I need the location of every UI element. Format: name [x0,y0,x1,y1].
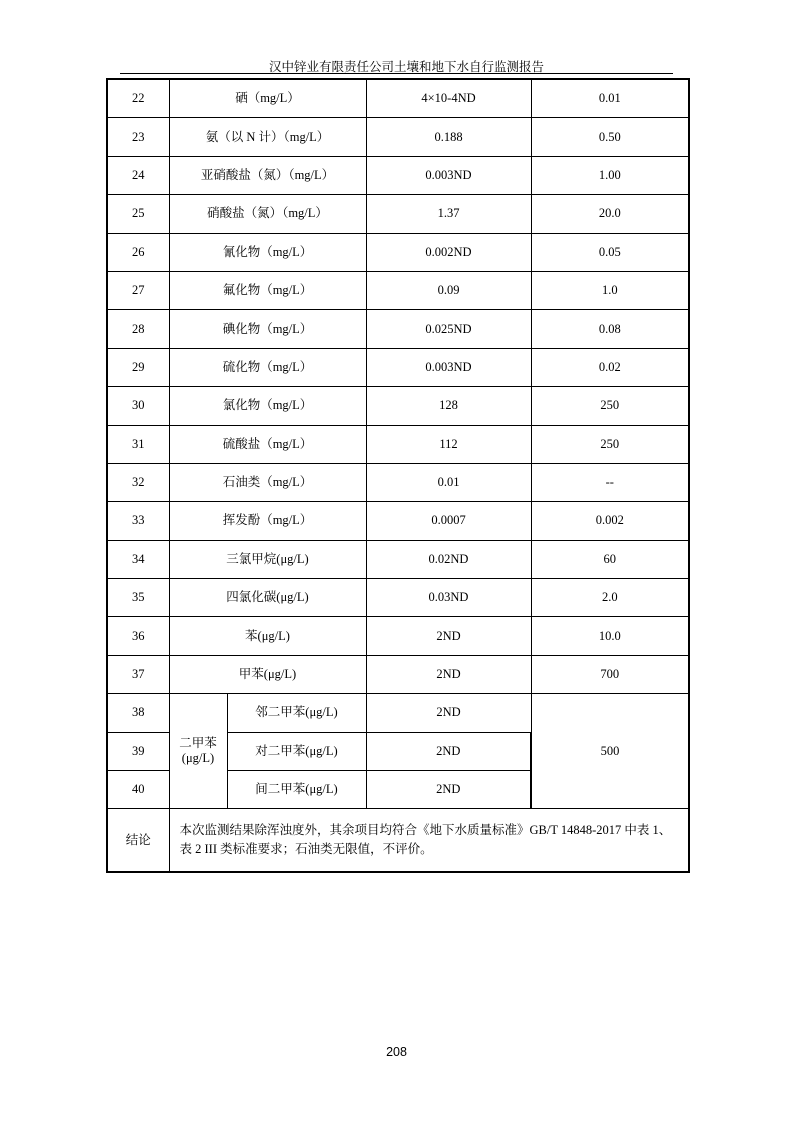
standard-limit: 1.00 [531,156,689,194]
measured-value: 2ND [366,617,531,655]
measured-value: 0.002ND [366,233,531,271]
row-number: 30 [107,387,169,425]
table-row [107,655,689,693]
parameter-name: 碘化物（mg/L） [169,310,366,348]
table-row [107,617,689,655]
parameter-name: 邻二甲苯(μg/L) [227,694,366,732]
parameter-name: 三氯甲烷(μg/L) [169,540,366,578]
measured-value: 0.01 [366,463,531,501]
xylene-group-name: 二甲苯 [179,736,217,751]
conclusion-row [107,809,689,873]
xylene-group-unit: (μg/L) [181,751,215,766]
parameter-name: 苯(μg/L) [169,617,366,655]
parameter-name: 氰化物（mg/L） [169,233,366,271]
parameter-name: 硫酸盐（mg/L） [169,425,366,463]
standard-limit: 0.01 [531,79,689,118]
xylene-group-label [169,694,227,809]
standard-limit: 250 [531,425,689,463]
row-number: 28 [107,310,169,348]
standard-limit: 20.0 [531,195,689,233]
parameter-name: 氯化物（mg/L） [169,387,366,425]
table-row [107,271,689,309]
monitoring-results-table [106,78,690,873]
row-number: 26 [107,233,169,271]
standard-limit: 250 [531,387,689,425]
standard-limit: 0.05 [531,233,689,271]
standard-limit: 2.0 [531,579,689,617]
standard-limit: 10.0 [531,617,689,655]
measured-value: 0.188 [366,118,531,156]
page-number: 208 [386,1045,407,1059]
parameter-name: 挥发酚（mg/L） [169,502,366,540]
parameter-name: 四氯化碳(μg/L) [169,579,366,617]
measured-value: 0.003ND [366,348,531,386]
parameter-name: 硝酸盐（氮）（mg/L） [169,195,366,233]
measured-value: 128 [366,387,531,425]
standard-limit: -- [531,463,689,501]
parameter-name: 硫化物（mg/L） [169,348,366,386]
table-row-xylene [107,694,689,732]
parameter-name: 氨（以 N 计）（mg/L） [169,118,366,156]
standard-limit: 1.0 [531,271,689,309]
table-row [107,540,689,578]
row-number: 39 [107,732,169,770]
conclusion-text: 本次监测结果除浑浊度外，其余项目均符合《地下水质量标准》GB/T 14848-2017 中表 1、表 2 III 类标准要求；石油类无限值，不评价。 [169,809,689,873]
measured-value: 0.02ND [366,540,531,578]
standard-limit: 0.002 [531,502,689,540]
standard-limit: 700 [531,655,689,693]
measured-value: 2ND [366,694,531,732]
table-row [107,387,689,425]
measured-value: 2ND [366,732,531,770]
parameter-name: 甲苯(μg/L) [169,655,366,693]
measured-value: 0.0007 [366,502,531,540]
standard-limit: 0.50 [531,118,689,156]
table-row [107,233,689,271]
table-row [107,79,689,118]
row-number: 23 [107,118,169,156]
row-number: 36 [107,617,169,655]
row-number: 25 [107,195,169,233]
table-row [107,348,689,386]
measured-value: 0.025ND [366,310,531,348]
measured-value: 0.03ND [366,579,531,617]
parameter-name: 石油类（mg/L） [169,463,366,501]
measured-value: 112 [366,425,531,463]
standard-limit: 60 [531,540,689,578]
table-row [107,502,689,540]
row-number: 24 [107,156,169,194]
row-number: 35 [107,579,169,617]
parameter-name: 亚硝酸盐（氮）（mg/L） [169,156,366,194]
measured-value: 0.003ND [366,156,531,194]
report-header-title: 汉中锌业有限责任公司土壤和地下水自行监测报告 [268,60,544,74]
row-number: 22 [107,79,169,118]
row-number: 29 [107,348,169,386]
measured-value: 2ND [366,655,531,693]
parameter-name: 间二甲苯(μg/L) [227,771,366,809]
table-row [107,118,689,156]
table-row [107,425,689,463]
parameter-name: 氟化物（mg/L） [169,271,366,309]
table-row [107,579,689,617]
row-number: 34 [107,540,169,578]
row-number: 31 [107,425,169,463]
standard-limit: 0.02 [531,348,689,386]
row-number: 33 [107,502,169,540]
table-row [107,195,689,233]
header-divider [120,73,673,74]
parameter-name: 对二甲苯(μg/L) [227,732,366,770]
measured-value: 4×10-4ND [366,79,531,118]
table-row [107,463,689,501]
table-row [107,156,689,194]
measured-value: 0.09 [366,271,531,309]
standard-limit: 0.08 [531,310,689,348]
row-number: 27 [107,271,169,309]
table-row [107,310,689,348]
row-number: 40 [107,771,169,809]
measured-value: 2ND [366,771,531,809]
standard-limit: 500 [531,694,689,809]
row-number: 38 [107,694,169,732]
conclusion-label: 结论 [107,809,169,873]
measured-value: 1.37 [366,195,531,233]
parameter-name: 硒（mg/L） [169,79,366,118]
row-number: 37 [107,655,169,693]
row-number: 32 [107,463,169,501]
